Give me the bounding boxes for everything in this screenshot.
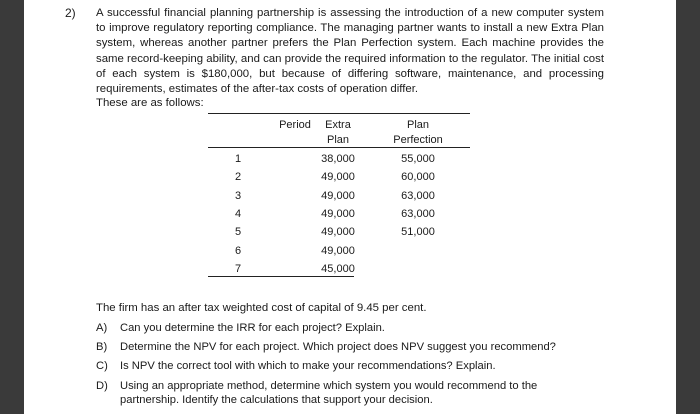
sub-question-label: C) bbox=[96, 360, 108, 373]
header-plan-perfection bbox=[388, 118, 448, 148]
sub-question-label: D) bbox=[96, 379, 108, 392]
period-cell: 3 bbox=[234, 189, 242, 202]
sub-question-label: A) bbox=[96, 322, 108, 334]
extra-plan-cell: 49,000 bbox=[321, 226, 355, 239]
sub-question-text: Is NPV the correct tool with which to make your recommendations? Explain. bbox=[120, 360, 496, 373]
plan-perfection-cell: 63,000 bbox=[401, 189, 435, 202]
question-intro-last-line: These are as follows: bbox=[96, 97, 204, 109]
wacc-statement: The firm has an after tax weighted cost of capital of 9.45 per cent. bbox=[96, 302, 427, 314]
left-dark-margin bbox=[0, 0, 24, 414]
extra-plan-cell: 49,000 bbox=[321, 207, 355, 220]
period-cell: 1 bbox=[234, 153, 242, 165]
period-cell: 4 bbox=[234, 207, 242, 220]
sub-question-label: B) bbox=[96, 341, 108, 354]
sub-question-text: Using an appropriate method, determine which system you would recommend to the partnership. Identify the calculations that support your decision. bbox=[120, 379, 538, 406]
sub-question-a bbox=[96, 321, 596, 335]
sub-question-d bbox=[96, 379, 596, 407]
plan-perfection-cell: 60,000 bbox=[401, 171, 435, 184]
period-cell: 7 bbox=[234, 262, 242, 275]
right-dark-margin bbox=[676, 0, 700, 414]
sub-question-list bbox=[96, 321, 596, 412]
header-extra-line1: Extra bbox=[325, 119, 351, 131]
sub-question-text: Determine the NPV for each project. Which project does NPV suggest you recommend? bbox=[120, 341, 556, 354]
plan-perfection-cell: 55,000 bbox=[401, 153, 435, 165]
period-cell: 5 bbox=[234, 226, 242, 239]
header-extra-plan bbox=[316, 118, 360, 148]
header-plan-line1: Plan bbox=[406, 119, 430, 131]
question-intro: A successful financial planning partnership is assessing the introduction of a new computer system to improve regulatory reporting compliance. The managing partner wants to install a new Extra Plan system, whereas another partner prefers the Plan Perfection system. Each machine provides the same record-keeping ability, and can provide the required information to the regulator. The initial cost of each system is $180,000, but because of differing software, maintenance, and processing requirements, estimates of the after-tax costs of operation differ. bbox=[96, 7, 604, 96]
header-period: Period bbox=[279, 119, 311, 131]
extra-plan-cell: 38,000 bbox=[321, 153, 355, 165]
question-number: 2) bbox=[65, 6, 76, 20]
period-cell: 2 bbox=[234, 171, 242, 184]
plan-perfection-cell: 63,000 bbox=[401, 207, 435, 220]
extra-plan-cell: 49,000 bbox=[321, 189, 355, 202]
header-plan-line2: Perfection bbox=[393, 134, 443, 146]
extra-plan-cell: 49,000 bbox=[321, 244, 355, 257]
extra-plan-cell: 49,000 bbox=[321, 171, 355, 184]
sub-question-b bbox=[96, 340, 596, 354]
sub-question-text: Can you determine the IRR for each project? Explain. bbox=[120, 322, 385, 334]
sub-question-c bbox=[96, 359, 596, 373]
plan-perfection-cell: 51,000 bbox=[401, 226, 435, 239]
header-extra-line2: Plan bbox=[326, 134, 350, 146]
table-top-rule bbox=[208, 113, 470, 114]
period-cell: 6 bbox=[234, 244, 242, 257]
extra-plan-cell: 45,000 bbox=[321, 262, 355, 275]
